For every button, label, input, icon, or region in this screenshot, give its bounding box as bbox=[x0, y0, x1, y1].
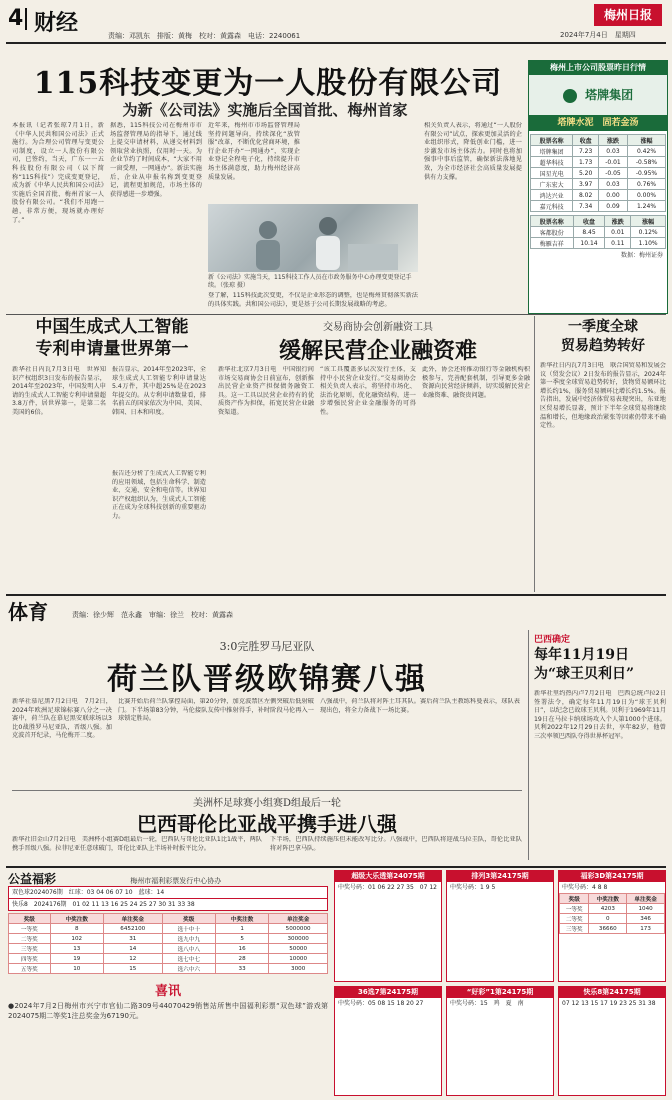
divider bbox=[12, 790, 522, 791]
finance-body-2: “该工具覆盖多层次发行主体，支持中小民营企业发行。”交易商协会相关负责人表示，将坚持市场化、法治化原则，优化融资结构，进一步增强民营企业金融服务的可得性。 bbox=[320, 366, 416, 416]
table-row bbox=[9, 964, 328, 974]
lotto-mini-cell: 1040 bbox=[627, 904, 665, 914]
stock-company-name: 塔牌集团 bbox=[585, 88, 634, 102]
stock-cell: 0.09 bbox=[598, 201, 627, 212]
stock-panel-title: 梅州上市公司股票昨日行情 bbox=[529, 61, 667, 75]
stock-slogan: 塔牌水泥 固若金汤 bbox=[529, 115, 667, 131]
stock-col-header: 涨幅 bbox=[631, 216, 666, 227]
lead-column-1: 本报讯（记者张琼7月1日，新《中华人民共和国公司法》正式施行。为合理公司管理与变更公司制度，设立一人股份有限公司，已签约，当天，广东一一五科技股份有限公司（以下简称“115科技”）完成变更登记，成为新《中华人民共和国公司法》实施后全国首批、梅州首家一人股份有限公司。“我们不用跑一趟，非常方便，现场就办理好了。” bbox=[12, 122, 104, 224]
lead-subhead: 为新《公司法》实施后全国首批、梅州首家 bbox=[122, 101, 408, 119]
lead-headline: 115科技变更为一人股份有限公司 bbox=[33, 66, 503, 101]
sports-body-2: 比赛开始后荷兰队掌控局面，第20分钟，加克波禁区左侧突破后低射破门。下半场第83分钟，马伦接队友传中推射得手，补时阶段马伦再入一球锁定胜局。 bbox=[118, 698, 314, 723]
lottery-left bbox=[8, 870, 328, 1096]
header-rule bbox=[6, 42, 666, 44]
stock-cell: 0.11 bbox=[605, 238, 631, 249]
sports-headline: 荷兰队晋级欧锦赛八强 bbox=[107, 662, 427, 697]
double-color-line: 双色球2024076期 红球：03 04 06 07 10 蓝球：14 bbox=[8, 886, 328, 899]
xixun-title: 喜讯 bbox=[154, 984, 181, 999]
lottery-cell: 选七中七 bbox=[162, 954, 215, 964]
lotto-box-6 bbox=[558, 986, 666, 1096]
lottery-col-header: 中奖注数 bbox=[50, 914, 103, 924]
masthead-logo: 梅州日报 bbox=[594, 4, 662, 26]
lotto-mini-header: 单注奖金 bbox=[627, 894, 665, 904]
lotto-box-title: “好彩”1第24175期 bbox=[447, 987, 553, 998]
lotto-box-numbers: 中奖号码：1 9 5 bbox=[450, 884, 496, 891]
table-row bbox=[531, 190, 666, 201]
column-divider bbox=[528, 630, 529, 860]
lotto-box-4 bbox=[334, 986, 442, 1096]
finance-body-3: 此外，协会还将推动银行等金融机构积极参与，完善配套机制，引导更多金融资源向民营经济倾斜，切实缓解民营企业融资难、融资贵问题。 bbox=[422, 366, 530, 399]
lotto-box-title: 36选7第24175期 bbox=[335, 987, 441, 998]
lotto-box-5 bbox=[446, 986, 554, 1096]
table-row bbox=[531, 227, 666, 238]
table-row bbox=[531, 146, 666, 157]
lotto-box-title: 超级大乐透第24075期 bbox=[335, 871, 441, 882]
stock-cell: 0.01 bbox=[605, 227, 631, 238]
lotto-box-title: 福彩3D第24175期 bbox=[559, 871, 665, 882]
lottery-cell: 四等奖 bbox=[9, 954, 51, 964]
stock-cell: 7.34 bbox=[573, 201, 599, 212]
lotto-box-title: 快乐8第24175期 bbox=[559, 987, 665, 998]
lotto-box-numbers: 中奖号码：4 8 8 bbox=[562, 884, 608, 891]
section-title: 财经 bbox=[34, 11, 79, 36]
ai-body-2: 报告显示，2014年至2023年，全球生成式人工智能专利申请量达5.4万件，其中超25%是在2023年提交的。从专利申请数量看，排名前五的国家依次为中国、美国、韩国、日本和印度。 bbox=[112, 366, 206, 416]
stock-cell: 1.24% bbox=[627, 201, 665, 212]
ai-body-1: 新华社日内瓦7月3日电 世界知识产权组织3日发布的报告显示，2014年至2023年，中国发明人申请的生成式人工智能专利申请量超3.8万件，居世界第一，是第二名美国的6倍。 bbox=[12, 366, 106, 416]
stock-table bbox=[530, 134, 666, 212]
lottery-rule bbox=[6, 866, 666, 868]
table-row bbox=[560, 924, 665, 934]
lottery-cell: 12 bbox=[103, 954, 162, 964]
side-headline-line-1: 每年11月19日 bbox=[534, 647, 629, 663]
lottery-cell: 三等奖 bbox=[9, 944, 51, 954]
lottery-cell: 14 bbox=[103, 944, 162, 954]
xixun-body: ●2024年7月2日梅州市兴宁市官仙二路309号44070429销售站所售中国福利彩票“双色球”游戏第2024075期二等奖1注总奖金为67190元。 bbox=[8, 1002, 328, 1020]
table-row bbox=[560, 914, 665, 924]
lottery-cell: 102 bbox=[50, 934, 103, 944]
side-kicker: 巴西确定 bbox=[534, 635, 571, 645]
lottery-cell: 15 bbox=[103, 964, 162, 974]
lottery-cell: 选六中六 bbox=[162, 964, 215, 974]
lotto-mini-header: 中奖注数 bbox=[589, 894, 627, 904]
header-divider bbox=[25, 8, 27, 30]
lottery-title-text: 公益福彩 bbox=[8, 872, 57, 886]
lead-column-4: 相关负责人表示，将通过“一人股份有限公司”试点，探索更加灵活的企业组织形式，降低创业门槛，进一步激发市场主体活力。同时也将加强事中事后监管，确保新法落地见效，为全市经济社会高质量发展提供有力支撑。 bbox=[424, 122, 522, 181]
lottery-cell: 31 bbox=[103, 934, 162, 944]
lottery-cell: 10000 bbox=[269, 954, 328, 964]
stock-cell: 广东宏大 bbox=[531, 179, 573, 190]
stock-cell: 0.42% bbox=[627, 146, 665, 157]
lotto-mini-cell: 173 bbox=[627, 924, 665, 934]
stock-cell: -0.01 bbox=[598, 157, 627, 168]
stock-cell: 0.00% bbox=[627, 190, 665, 201]
lottery-cell: 300000 bbox=[269, 934, 328, 944]
column-divider bbox=[534, 316, 535, 592]
copa-kicker: 美洲杯足球赛小组赛D组最后一轮 bbox=[192, 798, 342, 809]
lotto-box-numbers: 07 12 13 15 17 19 23 25 31 38 bbox=[562, 1000, 656, 1007]
lottery-cell: 选九中九 bbox=[162, 934, 215, 944]
table-row bbox=[531, 201, 666, 212]
sports-label: 体育 bbox=[8, 600, 48, 624]
lotto-box-title: 排列3第24175期 bbox=[447, 871, 553, 882]
header-staff: 责编：邓凯东 排版：黄梅 校对：黄露森 电话：2240061 bbox=[108, 32, 301, 40]
side-headline bbox=[534, 646, 666, 684]
stock-cell: 塔牌集团 bbox=[531, 146, 573, 157]
stock-col-header: 收盘 bbox=[573, 135, 599, 146]
table-row bbox=[9, 934, 328, 944]
sports-header bbox=[0, 596, 672, 626]
copa-body-1: 新华社旧金山7月2日电 美洲杯小组赛D组最后一轮，巴西队与哥伦比亚队1比1战平，两队携手晋级八强。拉菲尼亚任意球破门，哥伦比亚队上半场补时扳平比分。 bbox=[12, 836, 262, 852]
trade-body: 新华社日内瓦7月3日电 联合国贸易和发展会议（贸发会议）2日发布的报告显示，2024年第一季度全球贸易趋势转好，货物贸易额环比增长约1%，服务贸易额环比增长约1.5%。报告指出，发展中经济体贸易表现突出，东亚地区贸易增长显著，预计下半年全球贸易将继续温和增长，但地缘政治紧张等因素仍带来不确定性。 bbox=[540, 362, 666, 430]
ai-body-3: 报告还分析了生成式人工智能专利的应用领域，包括生命科学、制造业、交通、安全和电信等。世界知识产权组织认为，生成式人工智能正在成为全球科技创新的重要驱动力。 bbox=[112, 470, 206, 520]
lottery-col-header: 中奖注数 bbox=[215, 914, 268, 924]
lottery-cell: 28 bbox=[215, 954, 268, 964]
lottery-cell: 3000 bbox=[269, 964, 328, 974]
lotto-box-numbers: 中奖号码：15 鸡 夏 南 bbox=[450, 1000, 524, 1007]
stock-footer: 数据：梅州证券 bbox=[620, 252, 663, 259]
stock-table-2 bbox=[530, 215, 666, 249]
table-row bbox=[531, 238, 666, 249]
stock-cell: 8.02 bbox=[573, 190, 599, 201]
stock-cell: 3.97 bbox=[573, 179, 599, 190]
finance-headline: 缓解民营企业融资难 bbox=[278, 338, 477, 364]
header-date: 2024年7月4日 星期四 bbox=[560, 31, 636, 39]
finance-body-1: 新华社北京7月3日电 中国银行间市场交易商协会日前宣布，创新推出民营企业资产担保债务融资工具。这一工具以民营企业持有的优质资产作为担保，拓宽民营企业融资渠道。 bbox=[218, 366, 314, 416]
stock-cell: 0.00 bbox=[598, 190, 627, 201]
lotto-mini-cell: 0 bbox=[589, 914, 627, 924]
side-headline-line-2: 为“球王贝利日” bbox=[534, 666, 635, 682]
stock-cell: 0.76% bbox=[627, 179, 665, 190]
lottery-col-header: 奖级 bbox=[9, 914, 51, 924]
stock-col-header: 股票名称 bbox=[531, 135, 573, 146]
table-row bbox=[9, 924, 328, 934]
stock-cell: 嘉元科技 bbox=[531, 201, 573, 212]
sports-body-3: 八强战中，荷兰队将对阵土耳其队。赛后荷兰队主教练科曼表示，球队表现出色，将全力备战下一场比赛。 bbox=[320, 698, 520, 714]
side-body: 新华社里约热内卢7月2日电 巴西总统卢拉2日签署法令，确定每年11月19日为“球王贝利日”，以纪念已故球王贝利。贝利于1969年11月19日在马拉卡纳球场攻入个人第1000个进球。贝利2022年12月29日去世，享年82岁，他曾三次率领巴西队夺得世界杯冠军。 bbox=[534, 690, 666, 740]
stock-cell: 5.20 bbox=[573, 168, 599, 179]
lottery-col-header: 单注奖金 bbox=[103, 914, 162, 924]
lotto-mini-cell: 三等奖 bbox=[560, 924, 589, 934]
table-row bbox=[531, 157, 666, 168]
stock-cell: 0.03 bbox=[598, 179, 627, 190]
stock-cell: 0.03 bbox=[598, 146, 627, 157]
stock-col-header: 涨跌 bbox=[598, 135, 627, 146]
lottery-cell: 五等奖 bbox=[9, 964, 51, 974]
stock-cell: 8.45 bbox=[573, 227, 605, 238]
ai-headline-line-2: 专利申请量世界第一 bbox=[35, 339, 189, 359]
table-row bbox=[560, 904, 665, 914]
lotto-box-numbers: 中奖号码：05 08 15 18 20 27 bbox=[338, 1000, 424, 1007]
ai-headline bbox=[12, 316, 212, 360]
lotto-mini-cell: 一等奖 bbox=[560, 904, 589, 914]
stock-cell: -0.05 bbox=[598, 168, 627, 179]
lottery-title bbox=[8, 870, 328, 886]
ai-headline-line-1: 中国生成式人工智能 bbox=[35, 317, 189, 337]
lotto-box-2 bbox=[446, 870, 554, 982]
lottery-cell: 13 bbox=[50, 944, 103, 954]
lead-column-3: 近年来，梅州市市场监督管理局坚持问题导向，持续深化“放管服”改革，不断优化营商环境，推行企业开办“一网通办”，实现企业登记全程电子化，持续提升市场主体满意度，助力梅州经济高质量发展。 bbox=[208, 122, 300, 181]
stock-cell: 客都股份 bbox=[531, 227, 574, 238]
stock-cell: -0.58% bbox=[627, 157, 665, 168]
lottery-cell: 6452100 bbox=[103, 924, 162, 934]
lottery-prize-table bbox=[8, 913, 328, 974]
lottery-col-header: 单注奖金 bbox=[269, 914, 328, 924]
lead-column-bottom: 登了解，115科技此次变更，不仅是企业形态的调整，也是梅州贯彻落实新法的具体实践。共和国公司法》，更是基于公司长期发展战略的考虑。 bbox=[208, 292, 418, 308]
stock-cell: 超华科技 bbox=[531, 157, 573, 168]
people-photo-icon bbox=[208, 204, 418, 272]
lottery-cell: 二等奖 bbox=[9, 934, 51, 944]
sports-kicker: 3:0完胜罗马尼亚队 bbox=[219, 640, 315, 653]
lotto-box-numbers: 中奖号码：01 06 22 27 35 07 12 bbox=[338, 884, 437, 891]
lottery-cell: 1 bbox=[215, 924, 268, 934]
lotto-mini-cell: 346 bbox=[627, 914, 665, 924]
lottery-cell: 选八中八 bbox=[162, 944, 215, 954]
trade-headline-line-1: 一季度全球 bbox=[568, 319, 638, 335]
stock-cell: 0.12% bbox=[631, 227, 666, 238]
lottery-cell: 10 bbox=[50, 964, 103, 974]
happy8-line: 快乐8 2024176期 01 02 11 13 16 25 24 25 27 30 31 33 38 bbox=[8, 899, 328, 911]
stock-col-header: 股票名称 bbox=[531, 216, 574, 227]
lottery-subtitle: 梅州市福利彩票发行中心协办 bbox=[130, 877, 222, 885]
copa-body-2: 下半场，巴西队持续施压但未能改写比分。八强战中，巴西队将迎战乌拉圭队，哥伦比亚队将对阵巴拿马队。 bbox=[270, 836, 522, 852]
stock-cell: 鸿达兴业 bbox=[531, 190, 573, 201]
lottery-cell: 16 bbox=[215, 944, 268, 954]
tower-icon bbox=[563, 89, 577, 103]
lottery-cell: 选十中十 bbox=[162, 924, 215, 934]
finance-kicker: 交易商协会创新融资工具 bbox=[323, 322, 433, 333]
divider bbox=[6, 314, 666, 315]
stock-cell: 国星光电 bbox=[531, 168, 573, 179]
lottery-cell: 50000 bbox=[269, 944, 328, 954]
stock-cell: 7.23 bbox=[573, 146, 599, 157]
stock-cell: 10.14 bbox=[573, 238, 605, 249]
table-row bbox=[9, 944, 328, 954]
lotto-mini-cell: 4203 bbox=[589, 904, 627, 914]
stock-company-logo bbox=[529, 75, 667, 115]
lottery-cell: 19 bbox=[50, 954, 103, 964]
lottery-col-header: 奖级 bbox=[162, 914, 215, 924]
trade-headline-line-2: 贸易趋势转好 bbox=[561, 338, 645, 354]
lotto-box-1 bbox=[334, 870, 442, 982]
lottery-cell: 33 bbox=[215, 964, 268, 974]
stock-panel bbox=[528, 60, 668, 314]
lottery-cell: 一等奖 bbox=[9, 924, 51, 934]
lottery-cell: 5 bbox=[215, 934, 268, 944]
stock-col-header: 收盘 bbox=[573, 216, 605, 227]
trade-headline bbox=[540, 318, 666, 356]
lotto-mini-header: 奖级 bbox=[560, 894, 589, 904]
table-row bbox=[531, 168, 666, 179]
page-header bbox=[0, 0, 672, 44]
stock-col-header: 涨跌 bbox=[605, 216, 631, 227]
table-row bbox=[9, 954, 328, 964]
stock-cell: 1.73 bbox=[573, 157, 599, 168]
sports-staff: 责编：徐少辉 范永鑫 审编：徐兰 校对：黄露森 bbox=[72, 611, 233, 619]
stock-cell: 梅雁吉祥 bbox=[531, 238, 574, 249]
lottery-cell: 8 bbox=[50, 924, 103, 934]
stock-cell: 1.10% bbox=[631, 238, 666, 249]
lead-photo-caption: 新《公司法》实施当天，115科技工作人员在市政务服务中心办理变更登记手续。（张琼 摄） bbox=[208, 274, 412, 289]
lotto-mini-cell: 36660 bbox=[589, 924, 627, 934]
lottery-cell: 5000000 bbox=[269, 924, 328, 934]
lottery-right bbox=[334, 870, 666, 1096]
lotto-mini-cell: 二等奖 bbox=[560, 914, 589, 924]
lead-photo bbox=[208, 204, 418, 272]
lotto-mini-table bbox=[559, 893, 665, 934]
lead-column-2: 据悉，115科技公司在梅州市市场监督管理局的指导下，通过线上提交申请材料，从递交材料到领取营业执照，仅用时一天。为企业节约了时间成本，“大家不用一窗受理，一网通办”。新法实施后，企业从申报名称到变更登记，流程更加规范，市场主体的获得感进一步增强。 bbox=[110, 122, 202, 198]
lotto-box-3 bbox=[558, 870, 666, 982]
copa-headline: 巴西哥伦比亚战平携手进八强 bbox=[137, 812, 397, 836]
stock-cell: -0.95% bbox=[627, 168, 665, 179]
sports-body-1: 新华社慕尼黑7月2日电 7月2日，2024年欧洲足球锦标赛八分之一决赛中，荷兰队在慕尼黑安联球场以3比0战胜罗马尼亚队，晋级八强。加克波首开纪录，马伦梅开二度。 bbox=[12, 698, 112, 740]
page-number: 4 bbox=[8, 6, 24, 31]
table-row bbox=[531, 179, 666, 190]
stock-col-header: 涨幅 bbox=[627, 135, 665, 146]
